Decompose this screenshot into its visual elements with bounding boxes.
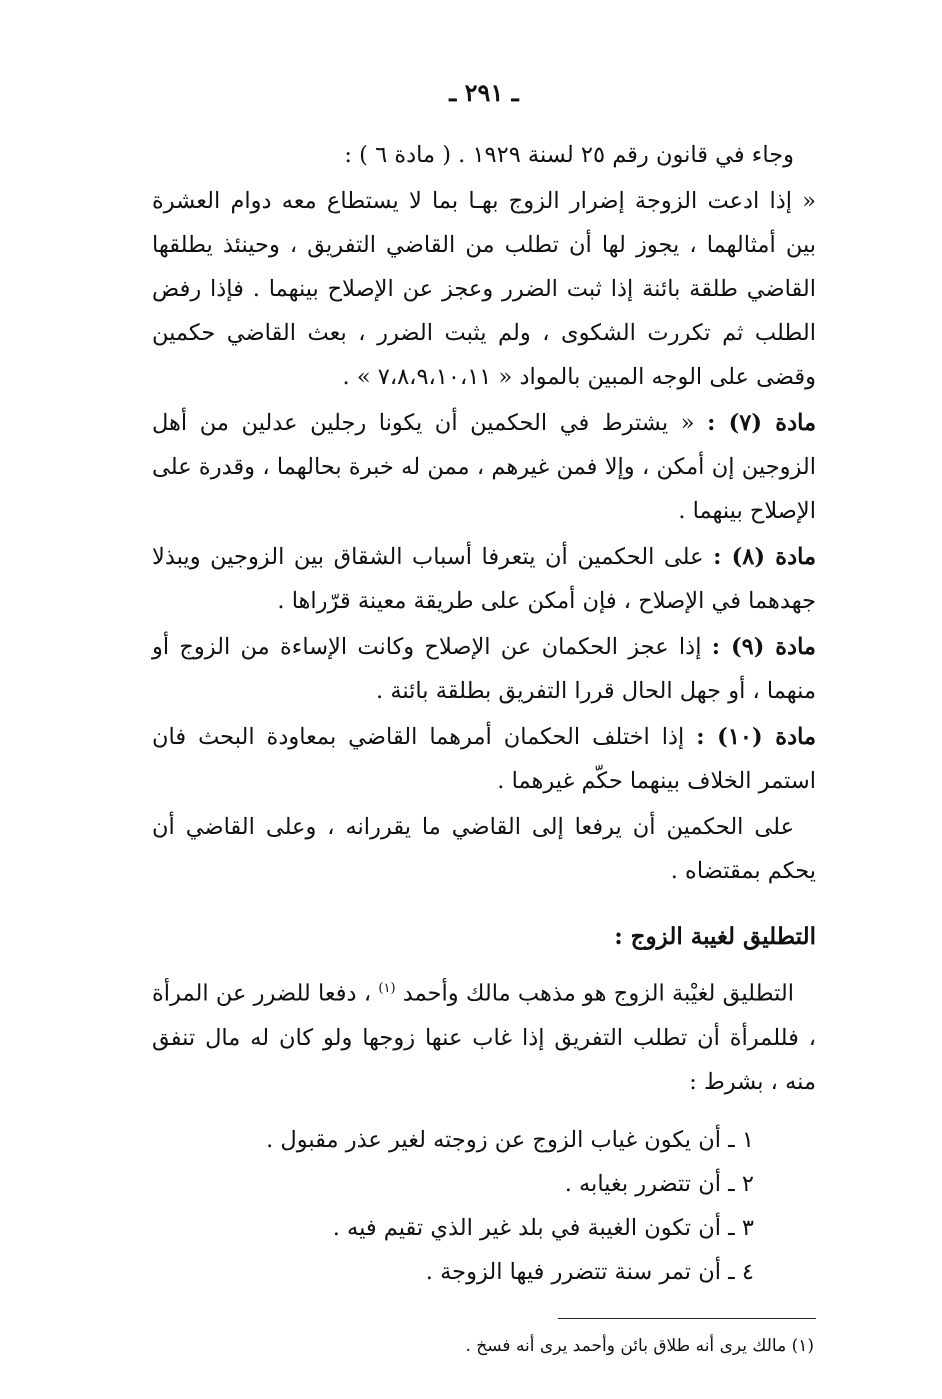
article-label: مادة (٨) :	[713, 544, 816, 570]
article-10	[152, 715, 816, 803]
absence-text-start: التطليق لغيْبة الزوج هو مذهب مالك وأحمد	[402, 980, 794, 1007]
article-9	[152, 625, 816, 713]
article-label: مادة (٧) :	[707, 410, 816, 436]
footnote-marker: (١)	[378, 981, 396, 996]
law-quote: « إذا ادعت الزوجة إضرار الزوج بهـا بما لا يستطاع معه دوام العشرة بين أمثالهما ، يجوز لها أن تطلب من القاضي التفريق ، وحينئذ يطلقها القاضي طلقة بائنة إذا ثبت الضرر وعجز عن الإصلاح بينهما . فإذا رفض الطلب ثم تكررت الشكوى ، ولم يثبت الضرر ، بعث القاضي حكمين وقضى على الوجه المبين بالمواد « ٧،٨،٩،١٠،١١ » .	[152, 188, 816, 390]
article-label: مادة (١٠) :	[696, 724, 816, 750]
section-heading: التطليق لغيبة الزوج :	[614, 923, 816, 950]
absence-text-end: ، دفعا للضرر عن المرأة ، فللمرأة أن تطلب التفريق إذا غاب عنها زوجها ولو كان له مال تنفق منه ، بشرط :	[152, 980, 816, 1095]
footnote-divider	[558, 1318, 816, 1319]
article-text: إذا اختلف الحكمان أمرهما القاضي بمعاودة البحث فان استمر الخلاف بينهما حكّم غيرهما .	[152, 724, 816, 794]
condition-item: ١ ـ أن يكون غياب الزوج عن زوجته لغير عذر مقبول .	[266, 1126, 754, 1153]
article-text: على الحكمين أن يتعرفا أسباب الشقاق بين الزوجين ويبذلا جهدهما في الإصلاح ، فإن أمكن على طريقة معينة قرّراها .	[152, 544, 816, 614]
footnote: (١) مالك يرى أنه طلاق بائن وأحمد يرى أنه فسخ .	[465, 1335, 814, 1356]
article-8	[152, 535, 816, 623]
page-number: ـ ٢٩١ ـ	[449, 78, 519, 107]
conditions-list	[152, 1118, 816, 1294]
article-text: « يشترط في الحكمين أن يكونا رجلين عدلين من أهل الزوجين إن أمكن ، وإلا فمن غيرهم ، ممن له خبرة بحالهما ، وقدرة على الإصلاح بينهما .	[152, 410, 816, 524]
closing-paragraph: على الحكمين أن يرفعا إلى القاضي ما يقررانه ، وعلى القاضي أن يحكم بمقتضاه .	[152, 814, 816, 884]
intro-line: وجاء في قانون رقم ٢٥ لسنة ١٩٢٩ . ( مادة ٦ ) :	[344, 142, 794, 168]
absence-paragraph	[152, 967, 816, 1104]
article-text: إذا عجز الحكمان عن الإصلاح وكانت الإساءة من الزوج أو منهما ، أو جهل الحال قررا التفريق بطلقة بائنة .	[152, 634, 816, 704]
condition-item: ٤ ـ أن تمر سنة تتضرر فيها الزوجة .	[425, 1258, 754, 1285]
condition-item: ٣ ـ أن تكون الغيبة في بلد غير الذي تقيم فيه .	[332, 1214, 754, 1241]
article-label: مادة (٩) :	[711, 634, 816, 660]
condition-item: ٢ ـ أن تتضرر بغيابه .	[564, 1170, 754, 1197]
article-7	[152, 401, 816, 533]
